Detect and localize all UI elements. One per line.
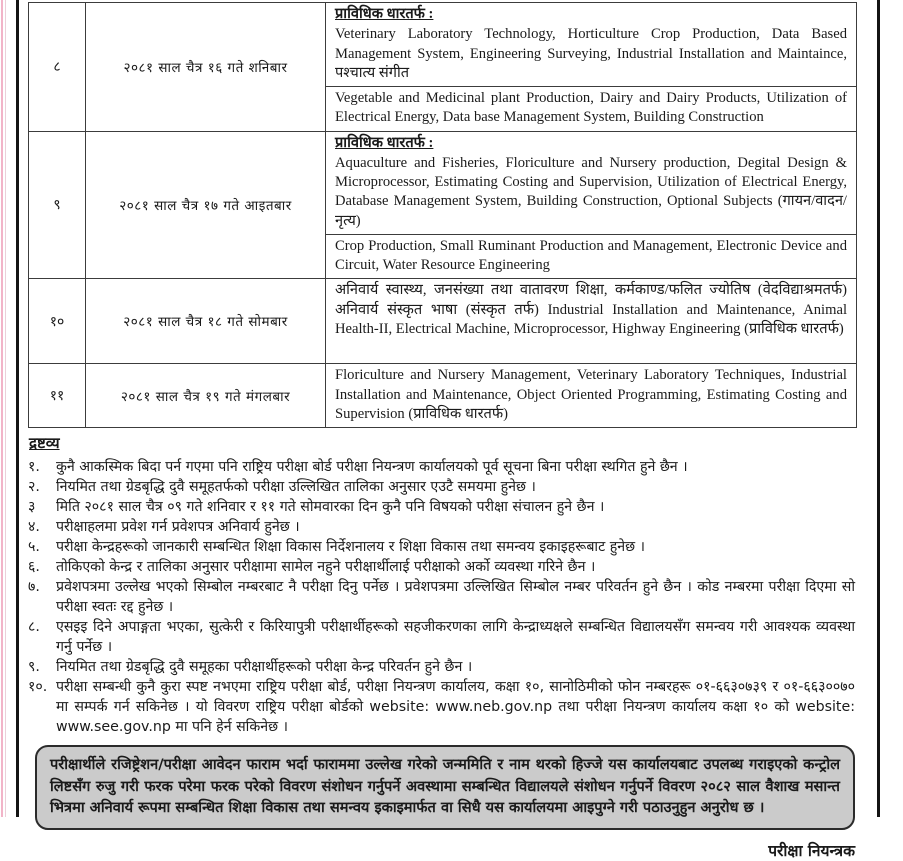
subjects-cell [326, 3, 857, 87]
note-item [28, 537, 856, 557]
note-number: ७. [28, 579, 40, 595]
note-item [28, 657, 856, 677]
note-number: ८. [28, 619, 40, 635]
subjects-text: Aquaculture and Fisheries, Floriculture and Nursery production, Degital Design & Microprocessor, Estimating Costing and Supervision, Utilization of Electrical Energy, Database Management System, Building Construction, Optional Subjects (गायन/वादन/नृत्य) [335, 154, 847, 229]
serial-cell: ९ [29, 131, 86, 279]
serial-cell: ११ [29, 364, 86, 428]
subjects-text: Veterinary Laboratory Technology, Horticulture Crop Production, Data Based Management System, Engineering Surveying, Industrial Installation and Maintaince, पश्चात्य संगीत [335, 26, 847, 81]
technical-stream-heading: प्राविधिक धारतर्फ : [335, 6, 434, 22]
note-item [28, 497, 856, 517]
document-content [28, 2, 856, 861]
note-item [28, 457, 856, 477]
note-item [28, 577, 856, 617]
note-item [28, 617, 856, 657]
table-row [29, 3, 857, 87]
date-cell: २०८१ साल चैत्र १६ गते शनिबार [86, 3, 326, 132]
page-frame-left-border [16, 0, 19, 817]
note-item [28, 517, 856, 537]
note-number: ९. [28, 659, 40, 675]
table-row [29, 131, 857, 234]
date-cell: २०८१ साल चैत्र १९ गते मंगलबार [86, 364, 326, 428]
note-text: परीक्षा सम्बन्धी कुनै कुरा स्पष्ट नभएमा राष्ट्रिय परीक्षा बोर्ड, परीक्षा नियन्त्रण कार्यालय, कक्षा १०, सानोठिमीको फोन नम्बरहरू ०१-६६३०७३९ र ०१-६६३००७० मा सम्पर्क गर्न सकिनेछ । यो विवरण राष्ट्रिय परीक्षा बोर्डको website: www.neb.gov.np तथा परीक्षा नियन्त्रण कार्यालय कक्षा १० को website: www.see.gov.np मा पनि हेर्न सकिनेछ । [56, 679, 855, 735]
note-number: ६. [28, 559, 40, 575]
date-cell: २०८१ साल चैत्र १८ गते सोमबार [86, 279, 326, 364]
page-edge-pink-line-inner [5, 0, 6, 817]
page-frame-right-border [877, 0, 880, 817]
table-row [29, 364, 857, 428]
note-text: नियमित तथा ग्रेडबृद्धि दुवै समूहका परीक्षार्थीहरूको परीक्षा केन्द्र परिवर्तन हुने छैन । [56, 659, 473, 675]
note-item [28, 677, 856, 737]
subjects-cell: अनिवार्य स्वास्थ्य, जनसंख्या तथा वातावरण शिक्षा, कर्मकाण्ड/फलित ज्योतिष (वेदविद्याश्रमतर्फ) अनिवार्य संस्कृत भाषा (संस्कृत तर्फ) Industrial Installation and Maintenance, Animal Health-II, Electrical Machine, Microprocessor, Highway Engineering (प्राविधिक धारतर्फ) [326, 279, 857, 364]
correction-notice-box: परीक्षार्थीले रजिष्ट्रेशन/परीक्षा आवेदन फाराम भर्दा फाराममा उल्लेख गरेको जन्ममिति र नाम थरको हिज्जे यस कार्यालयबाट उपलब्ध गराइएको कन्ट्रोल लिष्टसँग रुजु गरी फरक परेमा फरक परेको विवरण संशोधन गर्नुपर्ने अवस्थामा सम्बन्धित विद्यालयले संशोधन गर्नुपर्ने विवरण २०८२ साल वैशाख मसान्त भित्रमा अनिवार्य रूपमा सम्बन्धित शिक्षा विकास तथा समन्वय इकाइमार्फत वा सिधै यस कार्यालयमा आइपुग्ने गरी पठाउनुहुन अनुरोध छ । [35, 745, 855, 830]
note-number: १०. [28, 679, 48, 695]
subjects-cell: Crop Production, Small Ruminant Production and Management, Electronic Device and Circuit, Water Resource Engineering [326, 234, 857, 279]
note-text: तोकिएको केन्द्र र तालिका अनुसार परीक्षामा सामेल नहुने परीक्षार्थीलाई परीक्षाको अर्को व्यवस्था गरिने छैन । [56, 559, 596, 575]
note-item [28, 477, 856, 497]
note-text: नियमित तथा ग्रेडबृद्धि दुवै समूहतर्फको परीक्षा उल्लिखित तालिका अनुसार एउटै समयमा हुनेछ । [56, 479, 536, 495]
subjects-cell [326, 131, 857, 234]
note-text: परीक्षाहलमा प्रवेश गर्न प्रवेशपत्र अनिवार्य हुनेछ । [56, 519, 300, 535]
serial-cell: १० [29, 279, 86, 364]
table-row [29, 279, 857, 364]
note-text: मिति २०८१ साल चैत्र ०९ गते शनिवार र ११ गते सोमवारका दिन कुनै पनि विषयको परीक्षा संचालन हुने छैन । [56, 499, 605, 515]
serial-cell: ८ [29, 3, 86, 132]
subjects-cell: Floriculture and Nursery Management, Veterinary Laboratory Techniques, Industrial Installation and Maintenance, Object Oriented Programming, Estimating Costing and Supervision (प्राविधिक धारतर्फ) [326, 364, 857, 428]
note-text: प्रवेशपत्रमा उल्लेख भएको सिम्बोल नम्बरबाट नै परीक्षा दिनु पर्नेछ । प्रवेशपत्रमा उल्लिखित सिम्बोल नम्बर परिवर्तन हुने छैन । कोड नम्बरमा परीक्षा दिएमा सो परीक्षा स्वतः रद्द हुनेछ । [56, 579, 855, 615]
notes-heading: द्रष्टव्य [29, 434, 60, 452]
exam-schedule-table [28, 2, 857, 428]
exam-controller-signature: परीक्षा नियन्त्रक [768, 841, 855, 860]
note-number: ३ [28, 499, 36, 515]
note-number: ५. [28, 539, 40, 555]
technical-stream-heading: प्राविधिक धारतर्फ : [335, 134, 434, 151]
date-cell: २०८१ साल चैत्र १७ गते आइतबार [86, 131, 326, 279]
note-number: २. [28, 479, 40, 495]
note-item [28, 557, 856, 577]
note-number: १. [28, 459, 40, 475]
note-number: ४. [28, 519, 40, 535]
note-text: परीक्षा केन्द्रहरूको जानकारी सम्बन्धित शिक्षा विकास निर्देशनालय र शिक्षा विकास तथा समन्वय इकाइहरूबाट हुनेछ । [56, 539, 645, 555]
notes-section [28, 433, 856, 737]
subjects-cell: Vegetable and Medicinal plant Production, Dairy and Dairy Products, Utilization of Electrical Energy, Data base Management System, Building Construction [326, 87, 857, 132]
page-edge-pink-line-outer [1, 0, 3, 817]
note-text: कुनै आकस्मिक बिदा पर्न गएमा पनि राष्ट्रिय परीक्षा बोर्ड परीक्षा नियन्त्रण कार्यालयको पूर्व सूचना बिना परीक्षा स्थगित हुने छैन । [56, 459, 688, 475]
note-text: एसइइ दिने अपाङ्गता भएका, सुत्केरी र किरियापुत्री परीक्षार्थीहरूको सहजीकरणका लागि केन्द्राध्यक्षले सम्बन्धित विद्यालयसँग समन्वय गरी आवश्यक व्यवस्था गर्नु पर्नेछ । [56, 619, 855, 655]
